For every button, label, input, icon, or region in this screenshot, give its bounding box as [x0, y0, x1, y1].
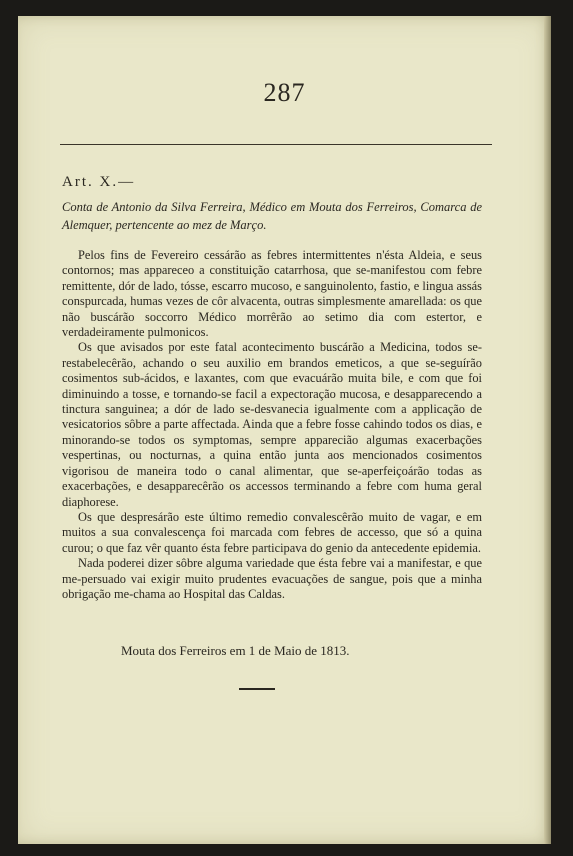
paragraph: Os que avisados por este fatal acontecimento buscárão a Medicina, todos se-restabelecêrão, achando o seu auxilio em brandos emeticos, a que se-seguírão cosimentos sub-ácidos, e laxantes, com que evacuárão muita bile, e com que foi diminuindo a tosse, e tornando-se facil a expectoração mucosa, e desapparecendo a tinctura sanguinea; a dór de lado se-desvanecia igualmente com a applicação de vesicatorios sôbre a parte affectada. Ainda que a febre fosse cahindo todos os dias, e minorando-se todos os symptomas, sempre apparecião algumas exacerbações vespertinas, ou nocturnas, a quina então junta aos mencionados cosimentos vigorisou de maneira todo o canal alimentar, que se-aperfeiçoárão todas as exacerbações, e desapparecêrão os accessos terminando a febre com huma geral diaphorese.: [62, 340, 482, 509]
article-heading: Art. X.—: [62, 174, 136, 190]
signature-line: Mouta dos Ferreiros em 1 de Maio de 1813.: [121, 643, 350, 658]
page-number: 287: [263, 78, 306, 107]
paragraph: Pelos fins de Fevereiro cessárão as febres intermittentes n'ésta Aldeia, e seus contornos; mas appareceo a constituição catarrhosa, que se-manifestou com febre remittente, dór de lado, tósse, escarro mucoso, e sanguinolento, fastio, e lingua assás conspurcada, humas vezes de côr alvacenta, outras simplesmente amarellada: os que não buscárão soccorro Médico morrêrão ao setimo dia com estertor, e verdadeiramente pulmonicos.: [62, 248, 482, 340]
article-body: [62, 248, 482, 602]
paragraph: Os que despresárão este último remedio convalescêrão muito de vagar, e em muitos a sua convalescença foi marcada com febres de accesso, que só a quina curou; o que faz vêr quanto ésta febre participava do genio da antecedente epidemia.: [62, 509, 482, 555]
book-page: [18, 16, 551, 844]
page-spine-edge: [544, 16, 551, 844]
header-rule: [60, 144, 492, 145]
paragraph: Nada poderei dizer sôbre alguma variedade que ésta febre vai a manifestar, e que me-persuado vai exigir muito prudentes evacuações de sangue, pois que a minha obrigação me-chama ao Hospital das Caldas.: [62, 556, 482, 601]
closing-rule: [239, 688, 275, 690]
article-subtitle: Conta de Antonio da Silva Ferreira, Médico em Mouta dos Ferreiros, Comarca de Alemquer, pertencente ao mez de Março.: [62, 200, 482, 232]
